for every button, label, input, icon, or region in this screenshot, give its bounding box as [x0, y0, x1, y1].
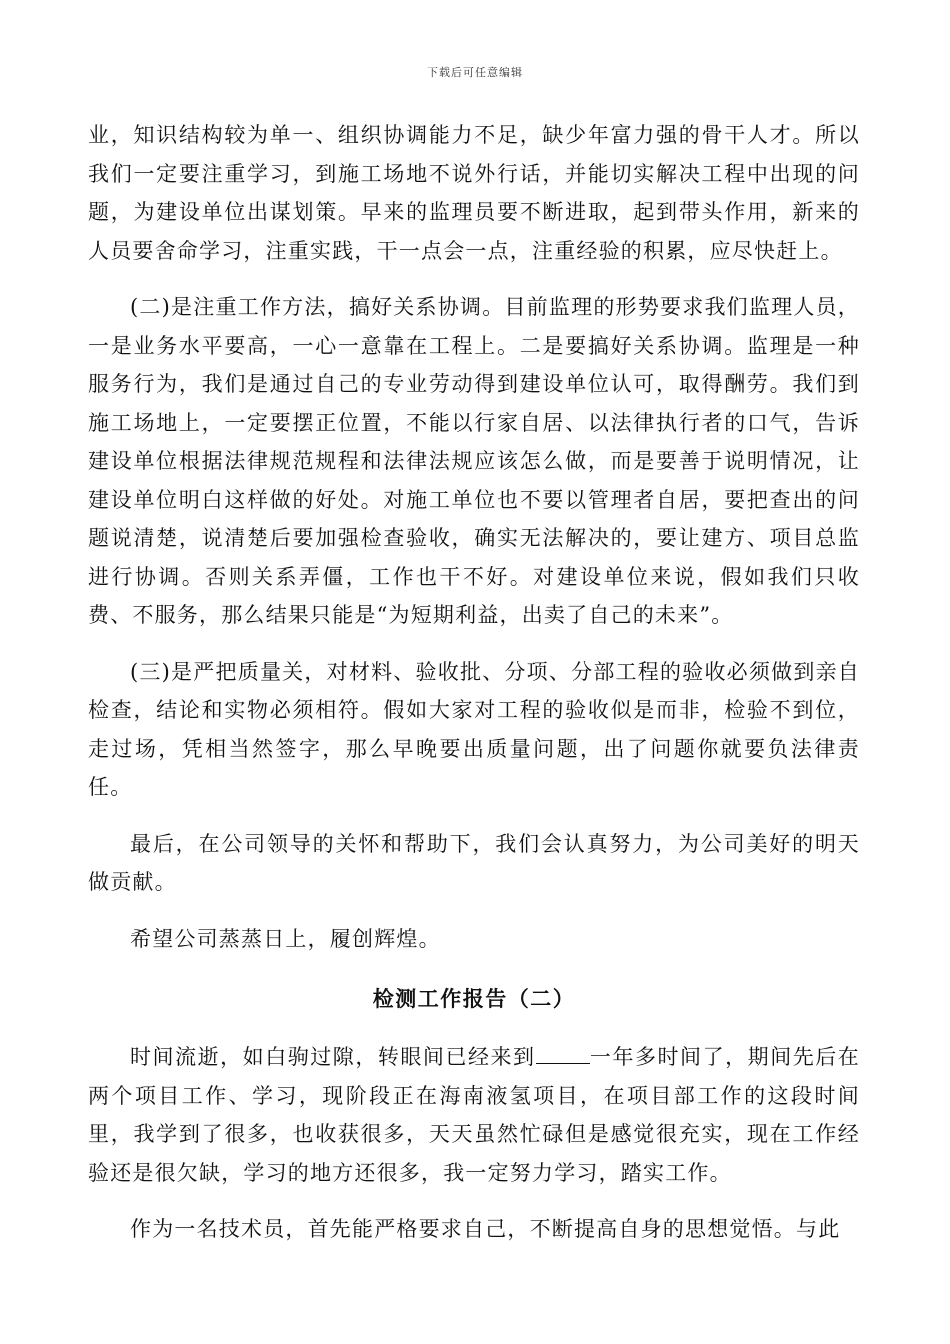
paragraph-continuation: 业，知识结构较为单一、组织协调能力不足，缺少年富力强的骨干人才。所以我们一定要注重学习，到施工场地不说外行话，并能切实解决工程中出现的问题，为建设单位出谋划策。早来的监理员要不断进取，起到带头作用，新来的人员要舍命学习，注重实践，干一点会一点，注重经验的积累，应尽快赶上。	[88, 123, 860, 263]
paragraph-work-method: (二)是注重工作方法，搞好关系协调。目前监理的形势要求我们监理人员，一是业务水平要高，一心一意靠在工程上。二是要搞好关系协调。监理是一种服务行为，我们是通过自己的专业劳动得到建设单位认可，取得酬劳。我们到施工场地上，一定要摆正位置，不能以行家自居、以法律执行者的口气，告诉建设单位根据法律规范规程和法律法规应该怎么做，而是要善于说明情况，让建设单位明白这样做的好处。对施工单位也不要以管理者自居，要把查出的问题说清楚，说清楚后要加强检查验收，确实无法解决的，要让建方、项目总监进行协调。否则关系弄僵，工作也干不好。对建设单位来说，假如我们只收费、不服务，那么结果只能是“为短期利益，出卖了自己的未来”。	[88, 295, 860, 627]
paragraph-report-intro	[88, 1038, 860, 1192]
page-header-note: 下载后可任意编辑	[427, 66, 523, 79]
paragraph-closing-effort: 最后，在公司领导的关怀和帮助下，我们会认真努力，为公司美好的明天做贡献。	[88, 831, 860, 894]
section-title: 检测工作报告（二）	[372, 987, 576, 1011]
fill-in-blank	[536, 1043, 590, 1064]
document-body	[88, 116, 860, 1249]
paragraph-technician-role: 作为一名技术员，首先能严格要求自己，不断提高自身的思想觉悟。与此	[130, 1217, 841, 1241]
paragraph-quality-control: (三)是严把质量关，对材料、验收批、分项、分部工程的验收必须做到亲自检查，结论和实物必须相符。假如大家对工程的验收似是而非，检验不到位，走过场，凭相当然签字，那么早晚要出质量问题，出了问题你就要负法律责任。	[88, 659, 860, 799]
paragraph-closing-wish: 希望公司蒸蒸日上，履创辉煌。	[130, 926, 441, 951]
intro-text-after-blank: 一年多时间了，期间先后在两个项目工作、学习，现阶段正在海南液氢项目，在项目部工作的这段时间里，我学到了很多，也收获很多，天天虽然忙碌但是感觉很充实，现在工作经验还是很欠缺，学习的地方还很多，我一定努力学习，踏实工作。	[88, 1045, 860, 1185]
intro-text-before-blank: 时间流逝，如白驹过隙，转眼间已经来到	[130, 1045, 536, 1069]
